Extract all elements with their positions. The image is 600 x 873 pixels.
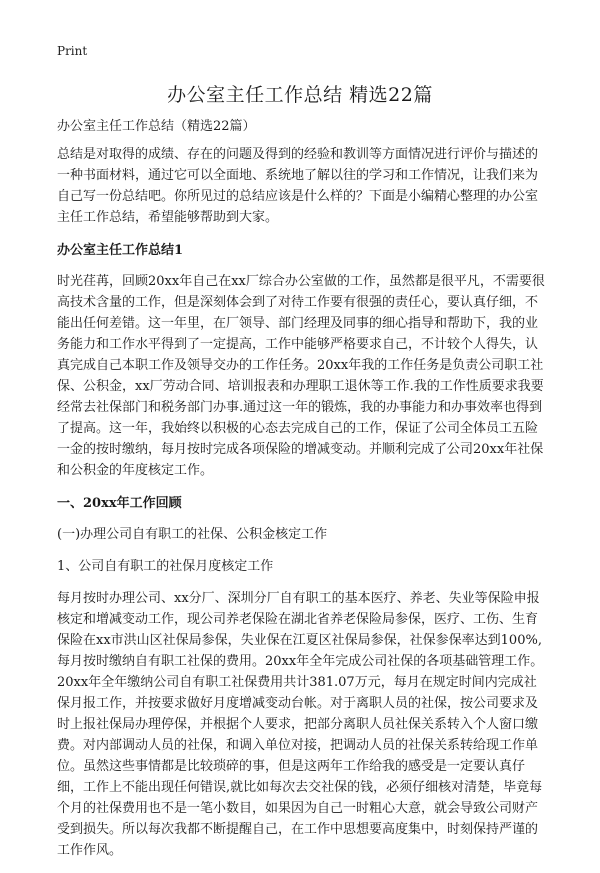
- document-subtitle: 办公室主任工作总结（精选22篇）: [57, 119, 256, 134]
- section-2-paragraph: 每月按时办理公司、xx分厂、深圳分厂自有职工的基本医疗、养老、失业等保险申报核定和增减变动工作，现公司养老保险在湖北省养老保险局参保，医疗、工伤、生育保险在xx市洪山区社保局参保，失业保在江夏区社保局参保，社保参保率达到100%,每月按时缴纳自有职工社保的费用。20xx年全年完成公司社保的各项基础管理工作。20xx年全年缴纳公司自有职工社保费用共计381.07万元，每月在规定时间内完成社保月报工作，并按要求做好月度增减变动台帐。对于离职人员的社保，按公司要求及时上报社保局办理停保，并根据个人要求，把部分离职人员社保关系转入个人窗口缴费。对内部调动人员的社保，和调入单位对接，把调动人员的社保关系转给现工作单位。虽然这些事情都是比较琐碎的事，但是这两年工作给我的感受是一定要认真仔细，工作上不能出现任何错误,就比如每次去交社保的钱，必须仔细核对清楚，毕竟每个月的社保费用也不是一笔小数目，如果因为自己一时粗心大意，就会导致公司财产受到损失。所以每次我都不断提醒自己，在工作中思想要高度集中，时刻保持严谨的工作作风。: [57, 591, 544, 858]
- section-heading-review: 一、20xx年工作回顾: [57, 496, 182, 511]
- section-1-paragraph: 时光荏苒，回顾20xx年自己在xx厂综合办公室做的工作，虽然都是很平凡，不需要很高技术含量的工作，但是深刻体会到了对待工作要有很强的责任心，要认真仔细，不能出任何差错。这一年里，在厂领导、部门经理及同事的细心指导和帮助下，我的业务能力和工作水平得到了一定提高，工作中能够严格要求自己，不计较个人得失，认真完成自己本职工作及领导交办的工作任务。20xx年我的工作任务是负责公司职工社保、公积金，xx厂劳动合同、培训报表和办理职工退休等工作.我的工作性质要求我要经常去社保部门和税务部门办事.通过这一年的锻炼，我的办事能力和办事效率也得到了提高。这一年，我始终以积极的心态去完成自己的工作，保证了公司全体员工五险一金的按时缴纳，每月按时完成各项保险的增减变动。并顺利完成了公司20xx年社保和公积金的年度核定工作。: [57, 274, 545, 478]
- page-title: 办公室主任工作总结 精选22篇: [167, 84, 433, 106]
- sub-heading-social-security: (一)办理公司自有职工的社保、公积金核定工作: [57, 527, 328, 542]
- print-link[interactable]: Print: [57, 44, 88, 58]
- intro-paragraph: 总结是对取得的成绩、存在的问题及得到的经验和教训等方面情况进行评价与描述的一种书面材料，通过它可以全面地、系统地了解以往的学习和工作情况，让我们来为自己写一份总结吧。你所见过的总结应该是什么样的？下面是小编精心整理的办公室主任工作总结，希望能够帮助到大家。: [57, 147, 539, 225]
- section-heading-1: 办公室主任工作总结1: [57, 243, 184, 258]
- document-body: [57, 116, 547, 873]
- sub-heading-monthly-check: 1、公司自有职工的社保月度核定工作: [57, 559, 274, 574]
